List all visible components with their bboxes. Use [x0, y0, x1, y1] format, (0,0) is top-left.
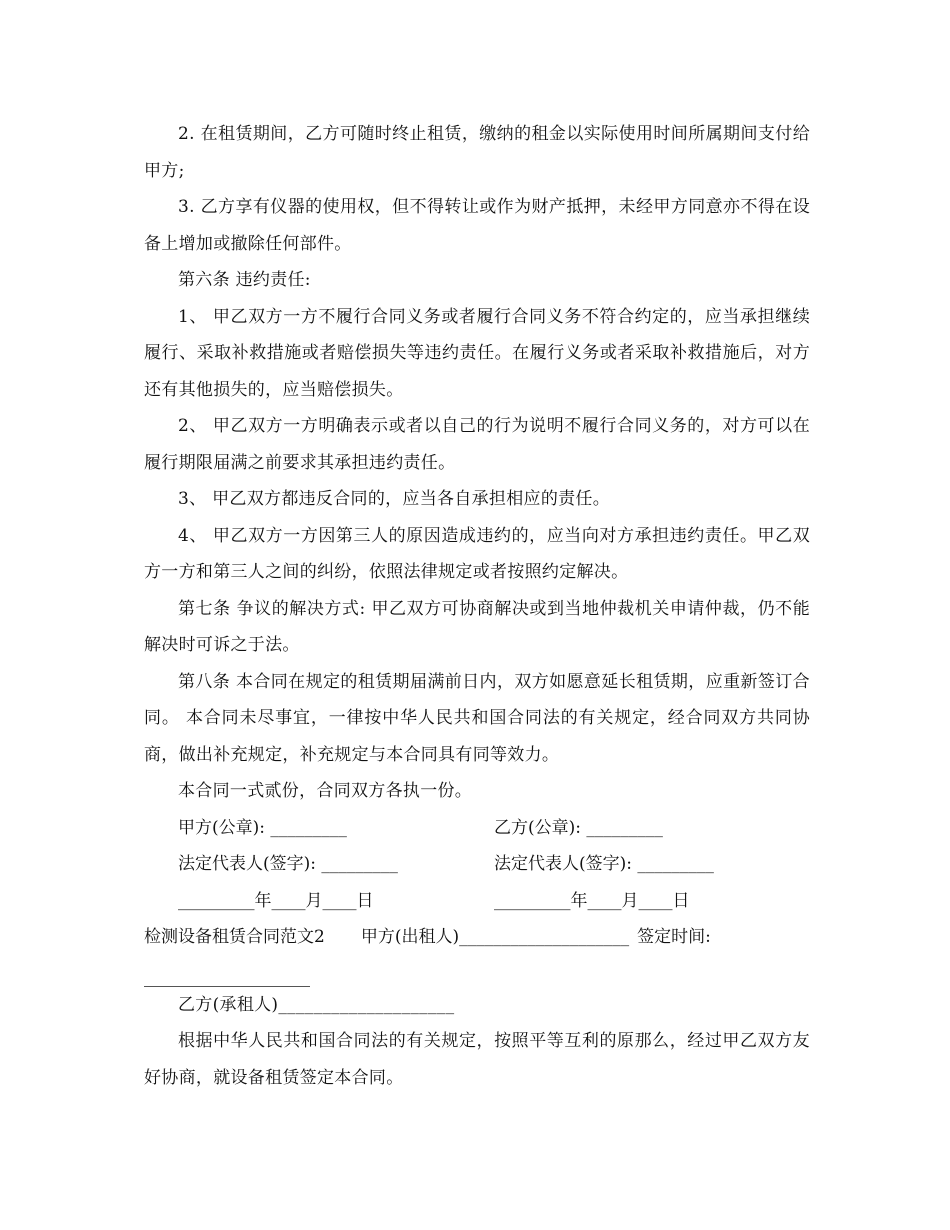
party-b-seal-field: 乙方(公章): _________	[494, 817, 663, 838]
party-a-representative-field: 法定代表人(签字): _________	[178, 854, 398, 874]
clause-paragraph: 第七条 争议的解决方式: 甲乙双方可协商解决或到当地仲裁机关申请仲裁，仍不能解决时可诉之于法。	[144, 598, 810, 655]
clause-paragraph: 根据中华人民共和国合同法的有关规定，按照平等互利的原那么，经过甲乙双方友好协商，就设备租赁签定本合同。	[144, 1031, 810, 1088]
contract-heading-line	[144, 919, 810, 956]
clause-paragraph: 2、 甲乙双方一方明确表示或者以自己的行为说明不履行合同义务的，对方可以在履行期限届满之前要求其承担违约责任。	[144, 416, 810, 473]
contract-page	[144, 116, 810, 1096]
signature-row-date	[144, 883, 810, 920]
sign-time-blank-line	[144, 956, 310, 987]
clause-paragraph: 3、 甲乙双方都违反合同的，应当各自承担相应的责任。	[178, 489, 611, 509]
clause-paragraph: 3. 乙方享有仪器的使用权，但不得转让或作为财产抵押，未经甲方同意亦不得在设备上增加或撤除任何部件。	[144, 197, 810, 254]
sign-time-label: 签定时间:	[637, 927, 711, 947]
contract-title: 检测设备租赁合同范文2	[144, 927, 325, 947]
clause-paragraph: 4、 甲乙双方一方因第三人的原因造成违约的，应当向对方承担违约责任。甲乙双方一方和第三人之间的纠纷，依照法律规定或者按照约定解决。	[144, 525, 810, 582]
party-a-lessor-field: 甲方(出租人)____________________	[360, 927, 630, 947]
party-b-date-field: _________年____月____日	[494, 890, 690, 911]
clause-paragraph: 本合同一式贰份，合同双方各执一份。	[178, 781, 473, 801]
party-b-representative-field: 法定代表人(签字): _________	[494, 854, 714, 874]
section-heading: 第六条 违约责任:	[178, 270, 311, 290]
signature-row-representative	[144, 846, 810, 883]
party-b-lessee-field: 乙方(承租人)____________________	[178, 994, 455, 1015]
party-a-seal-field: 甲方(公章): _________	[178, 817, 347, 838]
clause-paragraph: 第八条 本合同在规定的租赁期届满前日内，双方如愿意延长租赁期，应重新签订合同。 本合同未尽事宜，一律按中华人民共和国合同法的有关规定，经合同双方共同协商，做出补充规定，补充规定与本合同具有同等效力。	[144, 671, 810, 765]
signature-row-seal	[144, 810, 810, 847]
party-a-date-field: _________年____月____日	[178, 890, 374, 911]
clause-paragraph: 2. 在租赁期间，乙方可随时终止租赁，缴纳的租金以实际使用时间所属期间支付给甲方;	[144, 124, 810, 181]
clause-paragraph: 1、 甲乙双方一方不履行合同义务或者履行合同义务不符合约定的，应当承担继续履行、采取补救措施或者赔偿损失等违约责任。在履行义务或者采取补救措施后，对方还有其他损失的，应当赔偿损失。	[144, 306, 810, 400]
